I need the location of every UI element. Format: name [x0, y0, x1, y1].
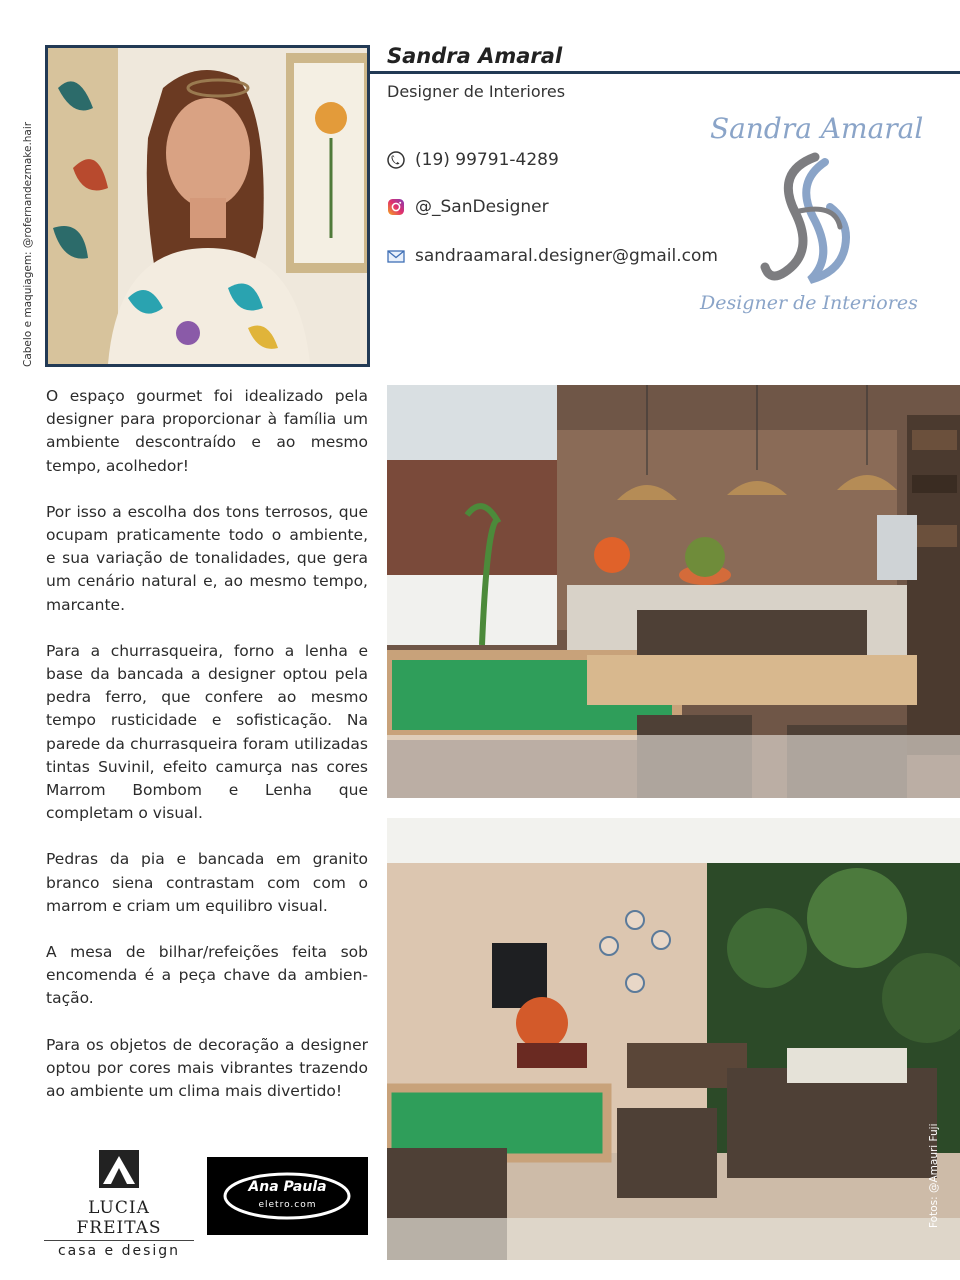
lounge-photo [387, 818, 960, 1260]
contact-email[interactable] [387, 246, 718, 266]
designer-role: Designer de Interiores [387, 82, 566, 101]
instagram-text: @_SanDesigner [415, 197, 549, 217]
lucia-freitas-name: LUCIA FREITAS [76, 1198, 162, 1238]
phone-text: (19) 99791-4289 [415, 150, 559, 170]
brand-logo [700, 112, 924, 327]
lucia-freitas-mark-icon [99, 1150, 139, 1188]
designer-portrait [45, 45, 370, 367]
instagram-icon [387, 198, 405, 216]
article-paragraph: Para a churrasqueira, forno a lenha e base da bancada a designer optou pela pedra ferro, que confere ao mesmo tempo rusticidade e sofisticação. Na parede da churrasqueira foram utilizadas tintas Suvinil, efeito camurça nas cores Marrom Bombom e Lenha que completam o visual. [46, 641, 368, 823]
email-text: sandraamaral.designer@gmail.com [415, 246, 718, 266]
phone-icon [387, 151, 405, 169]
contact-instagram[interactable] [387, 197, 549, 217]
email-icon [387, 247, 405, 265]
kitchen-photo [387, 385, 960, 798]
header-rule [370, 71, 960, 74]
logo-name: Sandra Amaral [710, 112, 924, 145]
ana-paula-domain: eletro.com [258, 1200, 317, 1210]
article-paragraph: Para os objetos de decoração a designer optou por cores mais vibrantes trazendo ao ambiente um clima mais divertido! [46, 1035, 368, 1101]
lucia-freitas-logo [44, 1150, 194, 1259]
ana-paula-swoosh-icon [219, 1167, 356, 1225]
lucia-freitas-tagline: casa e design [44, 1240, 194, 1259]
article-paragraph: Por isso a escolha dos tons terrosos, que ocupam praticamente todo o ambiente, e sua variação de tonalidades, que gera um cenário natural e, ao mesmo tempo, marcante. [46, 502, 368, 614]
photos-credit: Fotos: @Amauri Fuji [928, 1123, 940, 1228]
contact-phone[interactable] [387, 150, 559, 170]
ana-paula-name: Ana Paula [248, 1179, 327, 1195]
logo-tagline: Designer de Interiores [700, 292, 918, 314]
logo-monogram-icon [755, 152, 865, 287]
portrait-illustration [48, 48, 367, 364]
designer-name: Sandra Amaral [387, 44, 563, 68]
article-paragraph: Pedras da pia e bancada em granito branco siena contrastam com com o marrom e criam um equilibro visual. [46, 850, 368, 915]
article-paragraph: O espaço gourmet foi idealizado pela designer para proporcionar à família um ambiente descontraído e ao mesmo tempo, acolhedor! [46, 387, 368, 475]
article-body [46, 385, 368, 1126]
article-paragraph: A mesa de bilhar/refeições feita sob encomenda é a peça chave da ambien-tação. [46, 943, 368, 1008]
portrait-credit: Cabelo e maquiagem: @rofernandezmake.hair [22, 121, 34, 367]
ana-paula-logo [207, 1157, 368, 1235]
